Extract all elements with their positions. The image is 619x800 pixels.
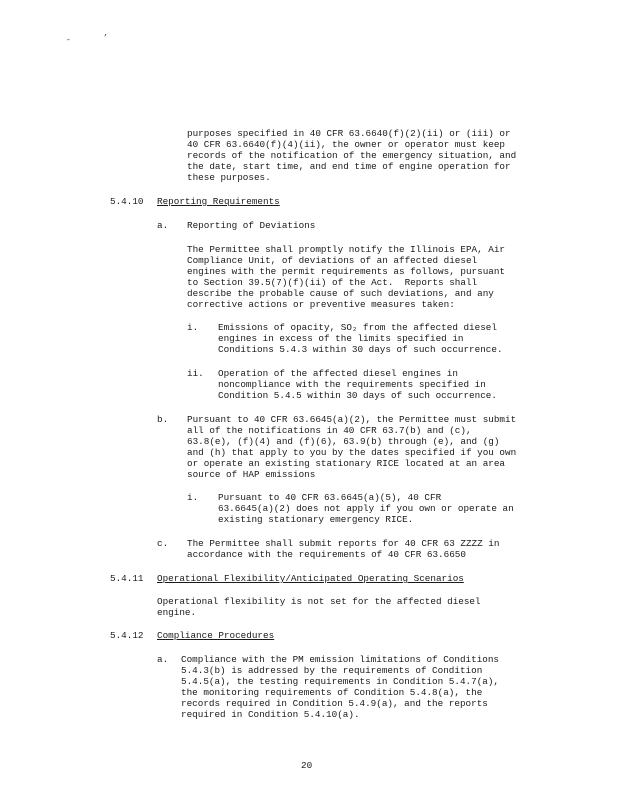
text-line: the date, start time, and end time of engine operation for (187, 161, 511, 172)
text-line: Emissions of opacity, SO₂ from the affected diesel (218, 322, 497, 333)
text-line: required in Condition 5.4.10(a). (181, 709, 360, 720)
item-label: i. (187, 492, 199, 503)
text-line: 63.6645(a)(2) does not apply if you own or operate an (218, 503, 514, 514)
text-line: engines with the permit requirements as follows, pursuant (187, 266, 506, 277)
item-label: c. (157, 538, 169, 549)
text-line: Compliance Unit, of deviations of an affected diesel (187, 255, 478, 266)
text-line: corrective actions or preventive measures taken: (187, 299, 455, 310)
section-title: Reporting Requirements (157, 196, 280, 207)
page-number: 20 (301, 760, 313, 771)
text-line: 40 CFR 63.6640(f)(4)(ii), the owner or operator must keep (187, 139, 506, 150)
text-line: 63.8(e), (f)(4) and (f)(6), 63.9(b) through (e), and (g) (187, 436, 500, 447)
text-line: accordance with the requirements of 40 CFR 63.6650 (187, 549, 466, 560)
text-line: Conditions 5.4.3 within 30 days of such occurrence. (218, 344, 503, 355)
text-line: source of HAP emissions (187, 469, 316, 480)
scan-mark: - (66, 36, 71, 45)
text-line: Operation of the affected diesel engines in (218, 368, 458, 379)
text-line: records of the notification of the emergency situation, and (187, 150, 517, 161)
text-line: 5.4.5(a), the testing requirements in Condition 5.4.7(a), (181, 676, 500, 687)
text-line: or operate an existing stationary RICE located at an area (187, 458, 506, 469)
section-number: 5.4.11 (110, 573, 144, 584)
text-line: describe the probable cause of such deviations, and any (187, 288, 494, 299)
text-line: Operational flexibility is not set for the affected diesel (157, 596, 481, 607)
text-line: Pursuant to 40 CFR 63.6645(a)(5), 40 CFR (218, 492, 442, 503)
scan-mark: ’ (103, 34, 108, 43)
section-number: 5.4.10 (110, 196, 144, 207)
item-label: b. (157, 414, 169, 425)
text-line: existing stationary emergency RICE. (218, 514, 414, 525)
text-line: records required in Condition 5.4.9(a), and the reports (181, 698, 488, 709)
section-number: 5.4.12 (110, 630, 144, 641)
text-line: noncompliance with the requirements specified in (218, 379, 486, 390)
section-title: Operational Flexibility/Anticipated Operating Scenarios (157, 573, 464, 584)
text-line: these purposes. (187, 172, 271, 183)
item-label: a. (157, 220, 169, 231)
text-line: Compliance with the PM emission limitations of Conditions (181, 654, 500, 665)
text-line: engine. (157, 607, 197, 618)
item-label: i. (187, 322, 199, 333)
text-line: engines in excess of the limits specified in (218, 333, 464, 344)
text-line: all of the notifications in 40 CFR 63.7(b) and (c), (187, 425, 472, 436)
text-line: purposes specified in 40 CFR 63.6640(f)(2)(ii) or (iii) or (187, 128, 511, 139)
text-line: The Permittee shall submit reports for 40 CFR 63 ZZZZ in (187, 538, 500, 549)
text-line: 5.4.3(b) is addressed by the requirements of Condition (181, 665, 483, 676)
text-line: Condition 5.4.5 within 30 days of such occurrence. (218, 390, 497, 401)
text-line: the monitoring requirements of Condition 5.4.8(a), the (181, 687, 483, 698)
text-line: The Permittee shall promptly notify the Illinois EPA, Air (187, 244, 506, 255)
text-line: Pursuant to 40 CFR 63.6645(a)(2), the Permittee must submit (187, 414, 517, 425)
text-line: and (h) that apply to you by the dates specified if you own (187, 447, 517, 458)
section-title: Compliance Procedures (157, 630, 275, 641)
item-heading: Reporting of Deviations (187, 220, 316, 231)
text-line: to Section 39.5(7)(f)(ii) of the Act. Reports shall (187, 277, 478, 288)
item-label: ii. (187, 368, 204, 379)
item-label: a. (157, 654, 169, 665)
